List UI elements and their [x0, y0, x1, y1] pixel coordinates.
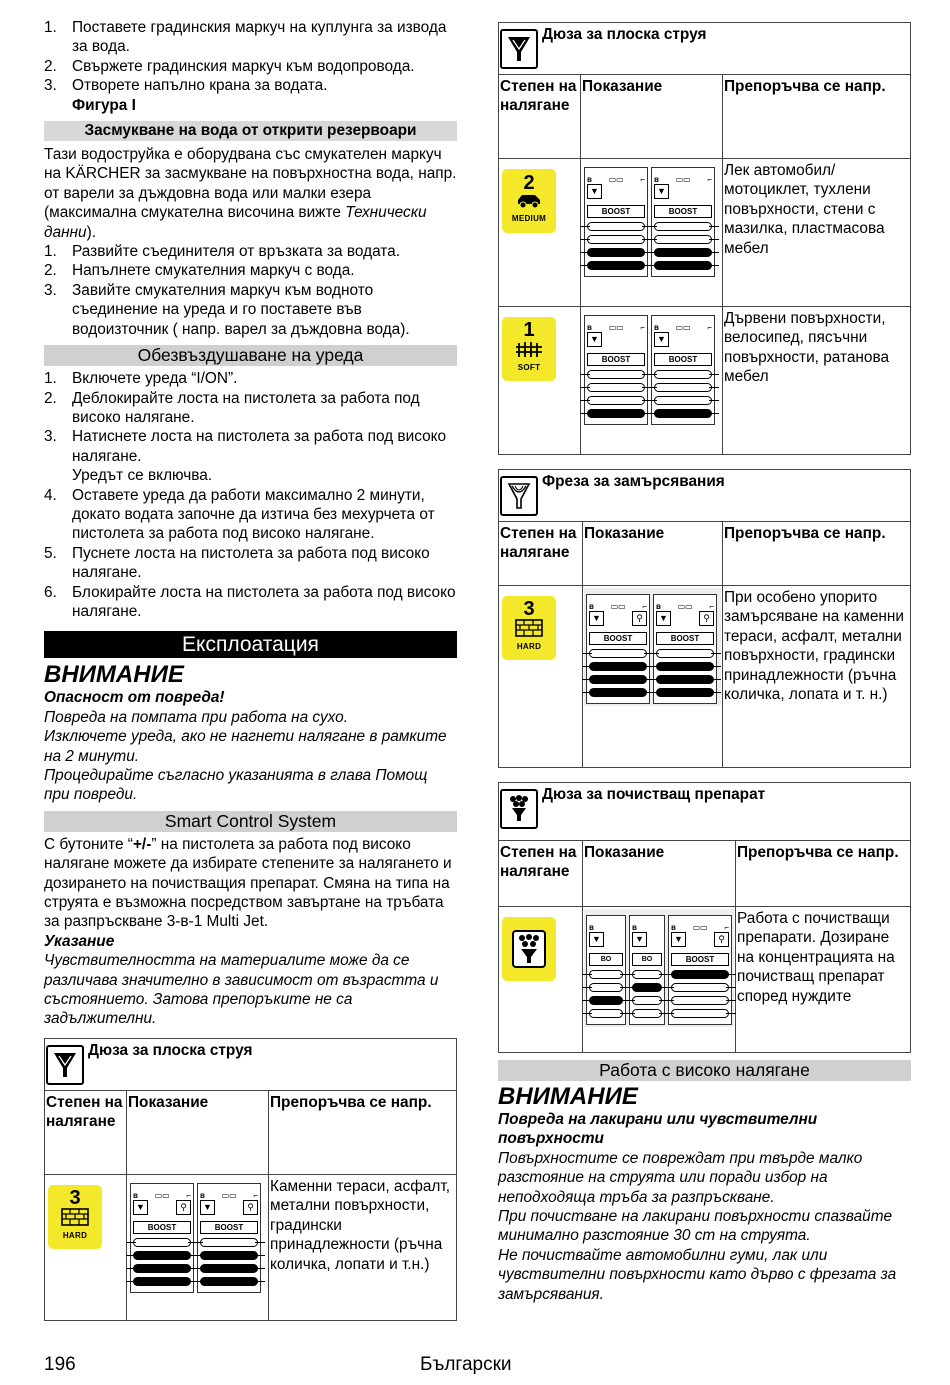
battery-icon: ▭▭: [675, 323, 691, 332]
battery-icon: ▭▭: [221, 1190, 237, 1200]
detergent-icon: ⚲: [243, 1200, 258, 1215]
gun-icon: ⌐: [709, 602, 714, 611]
list-item: 3. Натиснете лоста на пистолета за работа под високо налягане. Уредът се включва.: [44, 428, 447, 485]
bluetooth-icon: ʙ: [671, 923, 676, 932]
display-panel: [197, 1183, 261, 1293]
col-recommend-header: Препоръчва се напр.: [736, 841, 911, 907]
battery-icon: ▭▭: [154, 1190, 170, 1200]
level-bar: [654, 396, 712, 405]
bluetooth-icon: ʙ: [589, 923, 594, 932]
warning-line: Не почиствайте автомобилни гуми, лак или чувствителни повърхности като дърво с фрезата за замърсявания.: [498, 1246, 897, 1303]
display-panel: [586, 915, 626, 1025]
nozzle-icon: ▼: [587, 332, 602, 347]
level-bar: [200, 1238, 258, 1247]
nozzle-table-dirt-blaster: [498, 469, 911, 768]
gun-icon: ⌐: [642, 602, 647, 611]
nozzle-icon: ▼: [656, 611, 671, 626]
control-display-pair: [584, 588, 721, 706]
nozzle-icon: ▼: [133, 1200, 148, 1215]
bluetooth-icon: ʙ: [589, 602, 594, 611]
level-bar: [589, 662, 647, 671]
display-panel: [584, 315, 648, 425]
list-item: 1. Развийте съединителя от връзката за водата.: [44, 243, 400, 261]
level-bar: [589, 1009, 623, 1018]
list-item: 2. Деблокирайте лоста на пистолета за работа под високо налягане.: [44, 389, 420, 426]
nozzle-icon: ▼: [589, 932, 604, 947]
level-bar: [587, 235, 645, 244]
col-recommend-header: Препоръчва се напр.: [723, 75, 911, 159]
level-bar: [589, 983, 623, 992]
nozzle-icon: ▼: [200, 1200, 215, 1215]
level-bar: [587, 222, 645, 231]
display-panel: [586, 594, 650, 704]
level-bar: [587, 409, 645, 418]
nozzle-table-flat-hard: [44, 1038, 457, 1321]
col-recommend-header: Препоръчва се напр.: [723, 522, 911, 586]
gun-icon: ⌐: [253, 1190, 258, 1200]
nozzle-icon: ▼: [589, 611, 604, 626]
level-bar: [656, 662, 714, 671]
note-text: Чувствителността на материалите може да се различава значително в зависимост от възрастта и състоянието. Затова препоръките не са задължителни.: [44, 952, 439, 1028]
boost-label: BOOST: [654, 353, 712, 366]
bluetooth-icon: ʙ: [133, 1190, 138, 1200]
table-title: Фреза за замърсявания: [542, 473, 725, 490]
level-bar: [200, 1277, 258, 1286]
battery-icon: ▭▭: [692, 923, 708, 932]
gun-icon: ⌐: [186, 1190, 191, 1200]
battery-icon: ▭▭: [610, 602, 626, 611]
footer-language: Български: [420, 1354, 512, 1375]
recommendation-cell: Лек автомобил/ мотоциклет, тухлени повърхности, стени с мазилка, пластмасова мебел: [723, 159, 911, 307]
boost-label: BO: [589, 953, 623, 966]
bluetooth-icon: ʙ: [654, 323, 659, 332]
pressure-level-badge: 2 MEDIUM: [502, 169, 556, 233]
warning-line: Изключете уреда, ако не нагнети налягане в рамките на 2 минути.: [44, 728, 447, 765]
recommendation-cell: При особено упорито замърсяване на каменни тераси, асфалт, метални повърхности, градински принадлежности (ръчна количка, лопата и т. н.): [723, 586, 911, 768]
level-bar: [654, 222, 712, 231]
gun-icon: ⌐: [707, 323, 712, 332]
level-bar: [587, 261, 645, 270]
level-bar: [589, 675, 647, 684]
boost-label: BOOST: [133, 1221, 191, 1234]
table-title: Дюза за почистващ препарат: [542, 786, 766, 803]
recommendation-cell: Каменни тераси, асфалт, метални повърхности, градински принадлежности (ръчна количка, лопати и т.н.): [269, 1174, 457, 1320]
venting-steps: [44, 369, 457, 621]
nozzle-table-detergent: [498, 782, 911, 1053]
brick-wall-icon: [61, 1208, 89, 1226]
list-item: 2. Напълнете смукателния маркуч с вода.: [44, 262, 355, 280]
col-level-header: Степен на налягане: [499, 841, 583, 907]
level-bar: [632, 1009, 662, 1018]
level-bar: [654, 248, 712, 257]
level-bar: [632, 983, 662, 992]
level-bar: [654, 261, 712, 270]
boost-label: BOOST: [587, 205, 645, 218]
suction-steps: [44, 242, 457, 339]
list-item: 2. Свържете градинския маркуч към водопровода.: [44, 57, 415, 75]
level-bar: [200, 1251, 258, 1260]
level-bar: [587, 248, 645, 257]
level-bar: [133, 1264, 191, 1273]
detergent-icon: ⚲: [176, 1200, 191, 1215]
level-bar: [200, 1264, 258, 1273]
gun-icon: ⌐: [707, 175, 712, 184]
level-bar: [589, 688, 647, 697]
boost-label: BOOST: [656, 632, 714, 645]
col-display-header: Показание: [127, 1090, 269, 1174]
warning-line: Процедирайте съгласно указанията в глава Помощ при повреди.: [44, 767, 428, 804]
page-number: 196: [44, 1354, 76, 1375]
level-bar: [656, 649, 714, 658]
car-icon: [515, 193, 543, 209]
display-panel: [651, 167, 715, 277]
level-bar: [656, 675, 714, 684]
level-bar: [671, 970, 729, 979]
warning-subtitle: Опасност от повреда!: [44, 689, 225, 707]
nozzle-icon: ▼: [632, 932, 647, 947]
fence-icon: [515, 340, 543, 358]
brick-wall-icon: [515, 619, 543, 637]
detergent-icon: ⚲: [714, 932, 729, 947]
level-bar: [589, 996, 623, 1005]
display-panel: [130, 1183, 194, 1293]
control-display-pair: [584, 909, 734, 1027]
bluetooth-icon: ʙ: [654, 175, 659, 184]
nozzle-icon: ▼: [654, 332, 669, 347]
display-panel: [651, 315, 715, 425]
smart-control-heading: Smart Control System: [44, 811, 457, 832]
flat-jet-nozzle-icon: [500, 29, 538, 69]
bluetooth-icon: ʙ: [200, 1190, 205, 1200]
boost-label: BOOST: [589, 632, 647, 645]
level-bar: [654, 235, 712, 244]
level-bar: [654, 370, 712, 379]
recommendation-cell: Работа с почистващи препарати. Дозиране на концентрацията на почистващ препарат според нуждите: [736, 907, 911, 1053]
boost-label: BOOST: [587, 353, 645, 366]
control-display-pair: [128, 1177, 267, 1295]
boost-label: BOOST: [200, 1221, 258, 1234]
level-bar: [656, 688, 714, 697]
level-bar: [587, 396, 645, 405]
nozzle-icon: ▼: [587, 184, 602, 199]
col-display-header: Показание: [583, 522, 723, 586]
boost-label: BO: [632, 953, 662, 966]
level-bar: [133, 1238, 191, 1247]
flat-jet-nozzle-icon: [46, 1045, 84, 1085]
warning-title: ВНИМАНИЕ: [44, 661, 184, 689]
table-title: Дюза за плоска струя: [542, 26, 707, 43]
table-title: Дюза за плоска струя: [88, 1041, 253, 1059]
bluetooth-icon: ʙ: [587, 323, 592, 332]
figure-label: Фигура I: [72, 96, 136, 114]
col-display-header: Показание: [583, 841, 736, 907]
warning-title: ВНИМАНИЕ: [498, 1083, 638, 1110]
list-item: 3. Завийте смукателния маркуч към водното съединение на уреда и го поставете във водоизточник ( напр. варел за дъждовна вода).: [44, 281, 410, 338]
display-panel: [668, 915, 732, 1025]
note-title: Указание: [44, 932, 115, 950]
list-item: 3. Отворете напълно крана за водата. Фигура I: [44, 77, 328, 114]
gun-icon: ⌐: [640, 323, 645, 332]
bluetooth-icon: ʙ: [587, 175, 592, 184]
col-display-header: Показание: [581, 75, 723, 159]
list-item: 1. Включете уреда “I/ON”.: [44, 370, 238, 388]
level-bar: [671, 983, 729, 992]
bluetooth-icon: ʙ: [656, 602, 661, 611]
col-level-header: Степен на налягане: [499, 522, 583, 586]
col-level-header: Степен на налягане: [45, 1090, 127, 1174]
left-column: [44, 18, 457, 1321]
control-display-pair: [582, 309, 721, 427]
level-bar: [587, 370, 645, 379]
level-bar: [671, 996, 729, 1005]
nozzle-icon: ▼: [654, 184, 669, 199]
level-bar: [654, 409, 712, 418]
gun-icon: ⌐: [640, 175, 645, 184]
level-bar: [133, 1251, 191, 1260]
suction-paragraph: Тази водоструйка е оборудвана със смукателен маркуч на KÄRCHER за засмукване на повърхностна вода, напр. от варели за дъждовна вода или малки езера (максимална смукателна височина вижте Технически данни).: [44, 146, 457, 241]
display-panel: [584, 167, 648, 277]
right-column: [498, 22, 911, 1304]
nozzle-table-flat-medium-soft: [498, 22, 911, 455]
detergent-icon: ⚲: [699, 611, 714, 626]
nozzle-icon: ▼: [671, 932, 686, 947]
smart-control-paragraph: С бутоните “+/-” на пистолета за работа под високо налягане можете да избирате степените за налягането и дозирането на почистващия препарат. Смяна на типа на струята е възможна посредством завъртане на тръбата за разпръскване 3-в-1 Multi Jet.: [44, 835, 452, 931]
level-bar: [589, 649, 647, 658]
boost-label: BOOST: [671, 953, 729, 966]
level-bar: [654, 383, 712, 392]
warning-subtitle: Повреда на лакирани или чувствителни повърхности: [498, 1111, 818, 1148]
intro-steps: [44, 18, 457, 115]
list-item: 5. Пуснете лоста на пистолета за работа под високо налягане.: [44, 544, 430, 582]
suction-heading: Засмукване на вода от открити резервоари: [44, 121, 457, 141]
battery-icon: ▭▭: [675, 175, 691, 184]
list-item: 4. Оставете уреда да работи максимално 2 минути, докато водата започне да изтича без мехурчета от пистолета за работа под високо налягане.: [44, 486, 435, 543]
pressure-level-badge: 3 HARD: [48, 1185, 102, 1249]
pressure-level-badge: 1 SOFT: [502, 317, 556, 381]
detergent-nozzle-icon: [500, 789, 538, 829]
warning-line: Повърхностите се повреждат при твърде малко разстояние на струята или поради избор на неподходяща тръба за разпръскване.: [498, 1149, 863, 1206]
control-display-pair: [582, 161, 721, 279]
boost-label: BOOST: [654, 205, 712, 218]
recommendation-cell: Дървени повърхности, велосипед, пясъчни повърхности, ратанова мебел: [723, 307, 911, 455]
bluetooth-icon: ʙ: [632, 923, 637, 932]
list-item: 1. Поставете градинския маркуч на куплунга за извода за вода.: [44, 19, 447, 56]
venting-heading: Обезвъздушаване на уреда: [44, 345, 457, 366]
col-recommend-header: Препоръчва се напр.: [269, 1090, 457, 1174]
high-pressure-heading: Работа с високо налягане: [498, 1060, 911, 1081]
level-bar: [632, 996, 662, 1005]
operation-heading: Експлоатация: [44, 631, 457, 658]
warning-line: Повреда на помпата при работа на сухо.: [44, 708, 348, 726]
pressure-level-badge: 3 HARD: [502, 596, 556, 660]
battery-icon: ▭▭: [608, 175, 624, 184]
col-level-header: Степен на налягане: [499, 75, 581, 159]
warning-line: При почистване на лакирани повърхности спазвайте минимално разстояние 30 cm на струята.: [498, 1208, 893, 1245]
level-bar: [671, 1009, 729, 1018]
detergent-badge: [502, 917, 556, 981]
detergent-nozzle-icon: [511, 929, 547, 969]
battery-icon: ▭▭: [677, 602, 693, 611]
level-bar: [587, 383, 645, 392]
display-panel: [629, 915, 665, 1025]
display-panel: [653, 594, 717, 704]
gun-icon: ⌐: [724, 923, 729, 932]
list-item: 6. Блокирайте лоста на пистолета за работа под високо налягане.: [44, 583, 456, 620]
dirt-blaster-icon: [500, 476, 538, 516]
level-bar: [632, 970, 662, 979]
battery-icon: ▭▭: [608, 323, 624, 332]
level-bar: [133, 1277, 191, 1286]
detergent-icon: ⚲: [632, 611, 647, 626]
level-bar: [589, 970, 623, 979]
